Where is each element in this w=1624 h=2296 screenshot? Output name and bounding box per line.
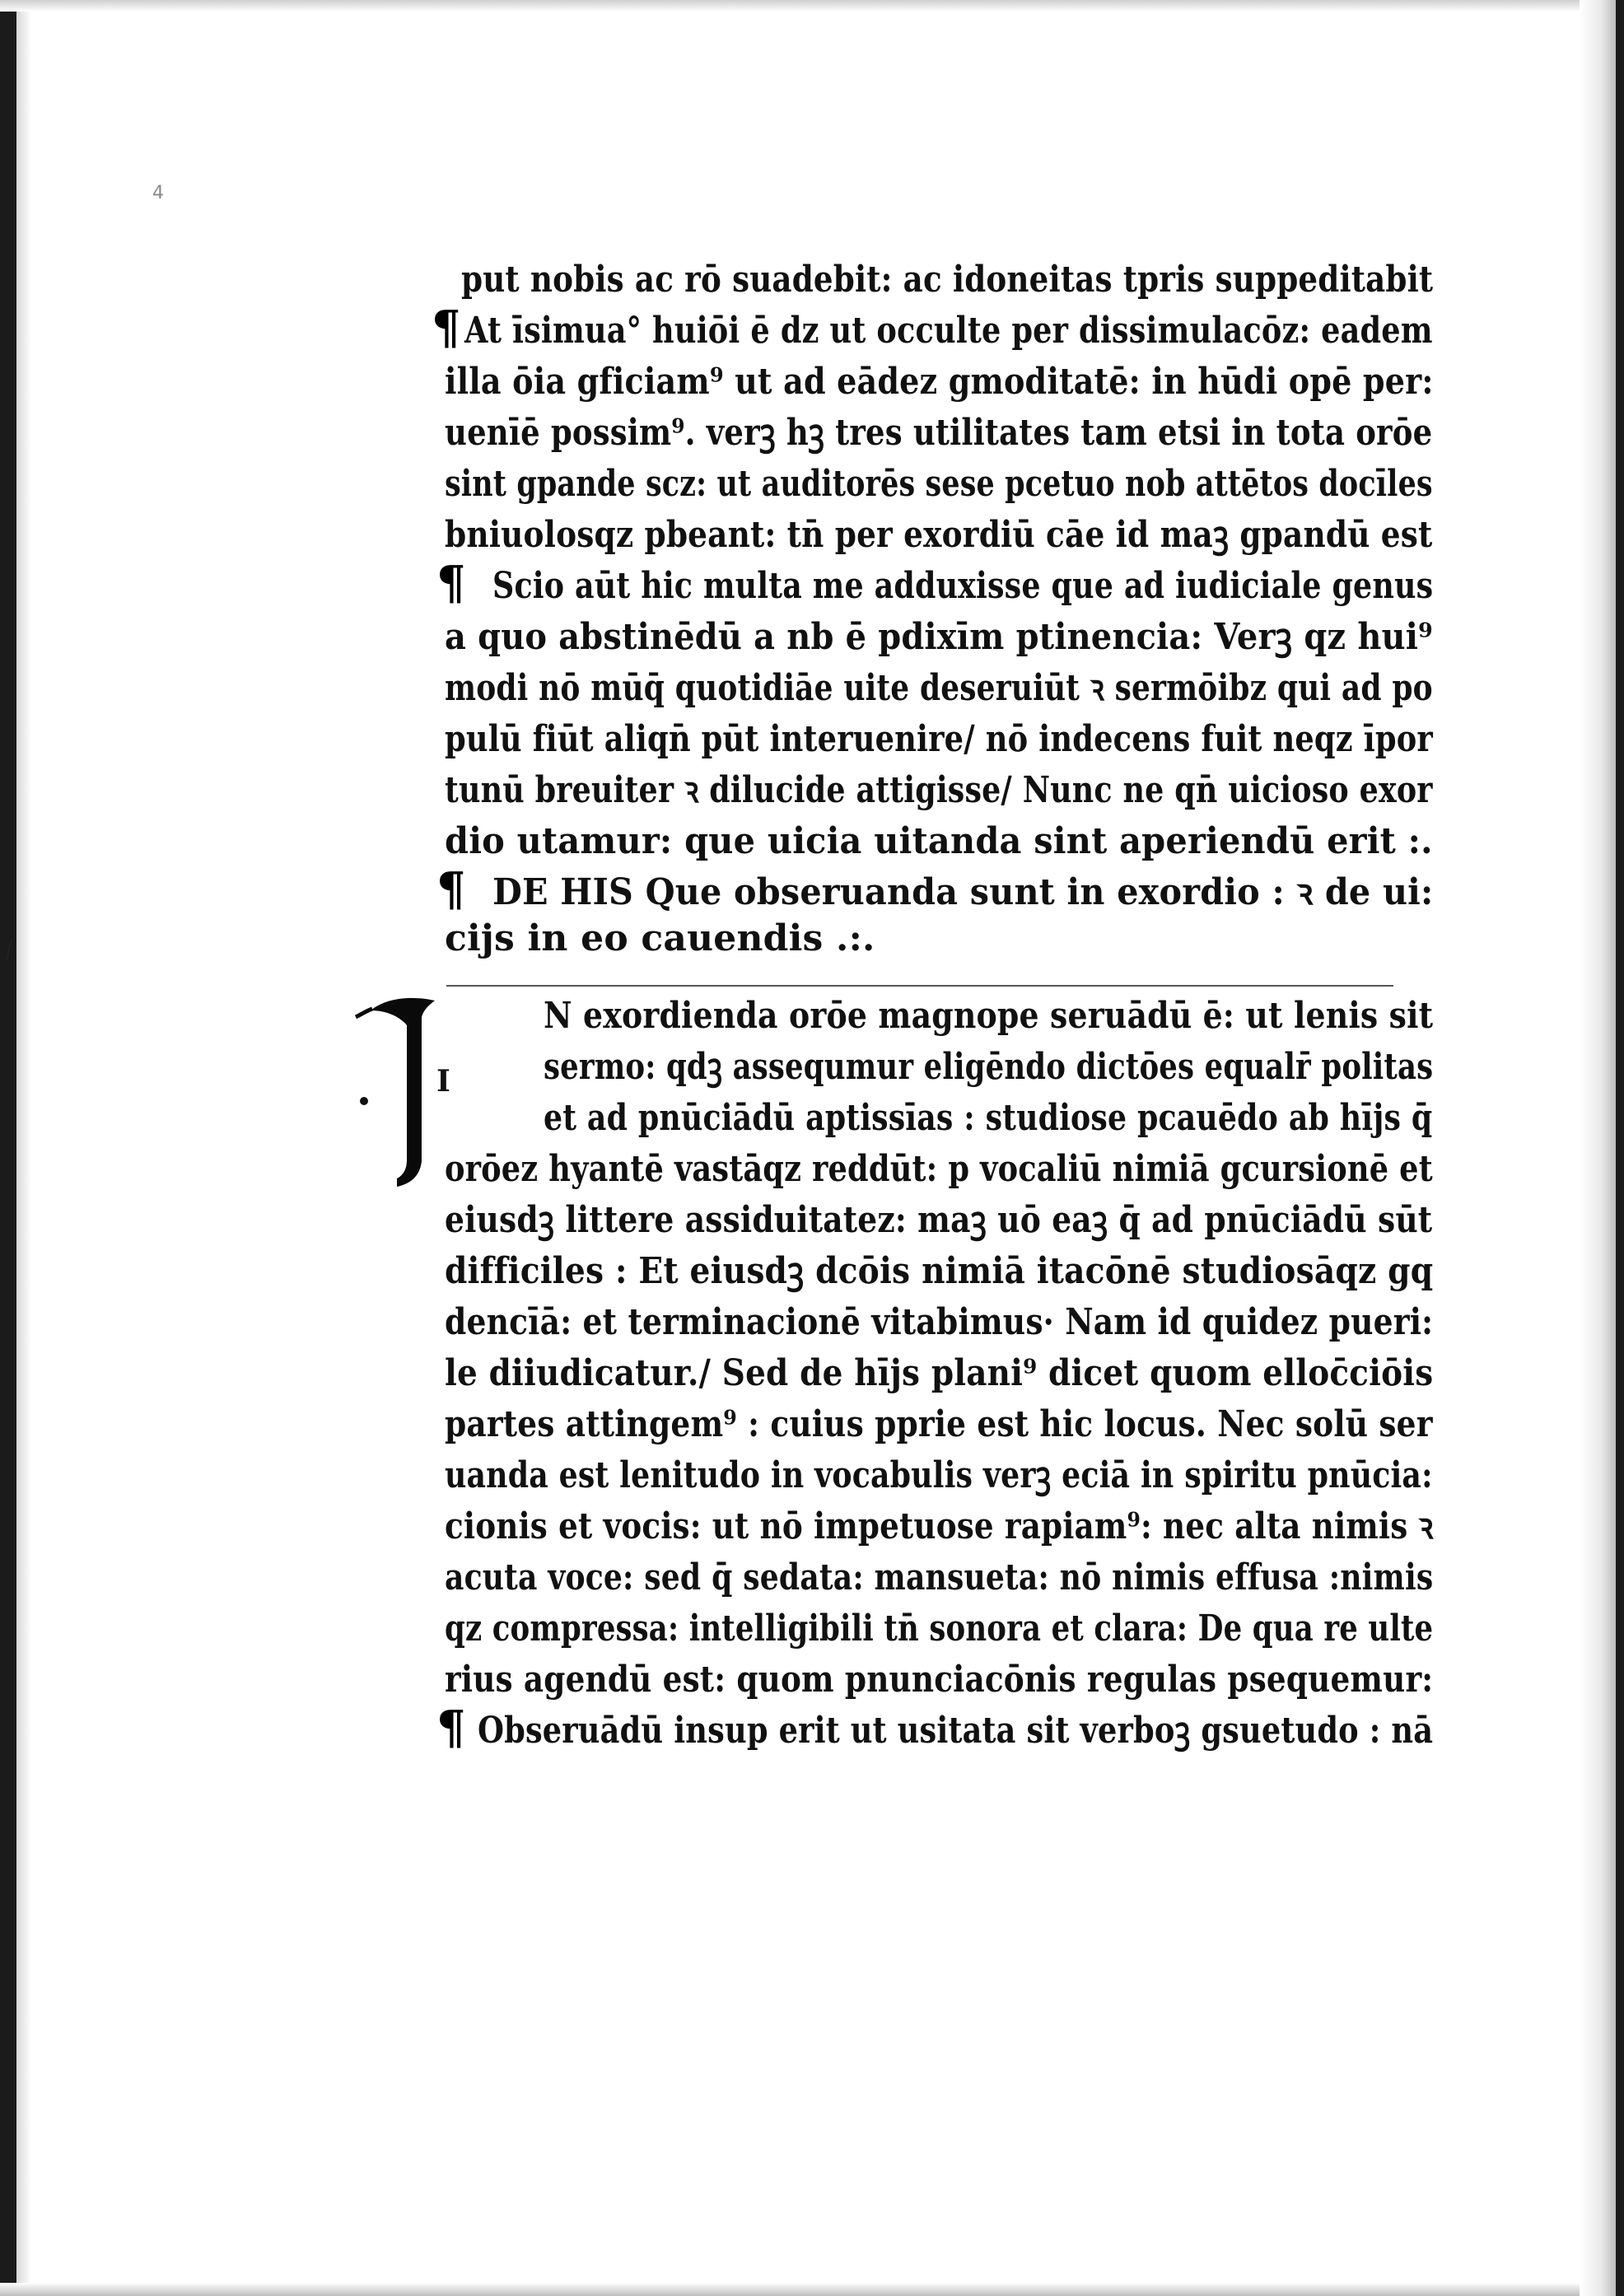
scan-left-shadow <box>16 0 31 2296</box>
text-line: Scio aūt hic multa me adduxisse que ad iudiciale genus <box>492 565 1434 607</box>
scan-right-border <box>1616 0 1624 2296</box>
folio-pencil-mark: 4 <box>152 183 164 203</box>
text-line: tunū breuiter ꝛ dilucide attigisse/ Nunc ne qn̄ uicioso exor <box>445 769 1433 811</box>
scan-left-border <box>0 0 16 2296</box>
scan-bottom-edge <box>0 2283 1624 2296</box>
text-line: partes attingem⁹ : cuius pprie est hic locus. Nec solū ser <box>445 1403 1433 1445</box>
scan-top-edge <box>0 0 1624 12</box>
text-line: illa ōia gficiam⁹ ut ad eādez gmoditatē: in hūdi opē per: <box>445 361 1434 403</box>
text-line: difficiles : Et eiusdꝫ dcōis nimiā itacōnē studiosāqz gq <box>445 1250 1434 1292</box>
text-line: put nobis ac rō suadebit: ac idoneitas tpris suppeditabit <box>461 259 1434 301</box>
heading-underline <box>446 985 1393 987</box>
text-line: acuta voce: sed q̄ sedata: mansueta: nō nimis effusa :nimis <box>445 1556 1434 1598</box>
text-line: orōez hyantē vastāqz reddūt: p vocaliū nimiā gcursionē et <box>445 1148 1433 1190</box>
text-line: Obseruādū insup erit ut usitata sit verboꝫ gsuetudo : nā <box>478 1710 1434 1752</box>
text-line: et ad pnūciādū aptissīas : studiose pcauēdo ab hījs q̄ <box>544 1097 1433 1139</box>
text-line: uanda est lenitudo in vocabulis verꝫ eciā in spiritu pnūcia: <box>445 1454 1433 1496</box>
scan-right-shadow <box>1580 0 1616 2296</box>
text-line: pulū fiūt aliqn̄ pūt interuenire/ nō indecens fuit neqz īpor <box>445 718 1433 760</box>
text-line: qz compressa: intelligibili tn̄ sonora et clara: De qua re ulte <box>445 1608 1434 1650</box>
text-line: eiusdꝫ littere assiduitatez: maꝫ uō eaꝫ q̄ ad pnūciādū sūt <box>445 1199 1433 1241</box>
guide-letter: I <box>436 1064 450 1099</box>
text-line: cionis et vocis: ut nō impetuose rapiam⁹: nec alta nimis ꝛ <box>445 1505 1434 1547</box>
text-line: le diiudicatur./ Sed de hījs plani⁹ dicet quom elloc̄ciōis <box>445 1352 1434 1394</box>
text-line: a quo abstinēdū a nb ē pdixīm ptinencia: Verꝫ qz hui⁹ <box>445 616 1433 658</box>
text-line: bniuolosqz pbeant: tn̄ per exordiū cāe id maꝫ gpandū est <box>445 514 1433 556</box>
text-line: N exordienda orōe magnope seruādū ē: ut lenis sit <box>544 995 1434 1037</box>
text-line: uenīē possim⁹. verꝫ hꝫ tres utilitates tam etsi in tota orōe <box>445 412 1433 454</box>
paragraph-mark: ¶ <box>432 301 461 355</box>
text-line: sermo: qdꝫ assequmur eligēndo dictōes equalr̄ politas <box>544 1046 1434 1088</box>
text-line: At īsimua° huiōi ē dz ut occulte per dissimulacōz: eadem <box>464 310 1433 352</box>
paragraph-mark: ¶ <box>436 862 466 917</box>
section-heading-continuation: cijs in eo cauendis .:. <box>445 917 875 959</box>
text-line: sint gpande scz: ut auditorēs sese pcetuo nob attētos docīles <box>445 463 1433 505</box>
margin-tick-mark <box>3 937 15 962</box>
paragraph-mark: ¶ <box>436 556 466 610</box>
text-line: dio utamur: que uicia uitanda sint aperiendū erit :. <box>445 820 1433 862</box>
text-line: modi nō mūq̄ quotidiāe uite deseruiūt ꝛ sermōibz qui ad po <box>445 667 1433 709</box>
text-line: dencīā: et terminacionē vitabimus· Nam id quidez pueri: <box>445 1301 1434 1343</box>
text-line: rius agendū est: quom pnunciacōnis regulas psequemur: <box>445 1659 1434 1701</box>
paragraph-mark: ¶ <box>436 1701 466 1755</box>
section-heading: DE HIS Que obseruanda sunt in exordio : ꝛ de ui: <box>492 871 1434 913</box>
